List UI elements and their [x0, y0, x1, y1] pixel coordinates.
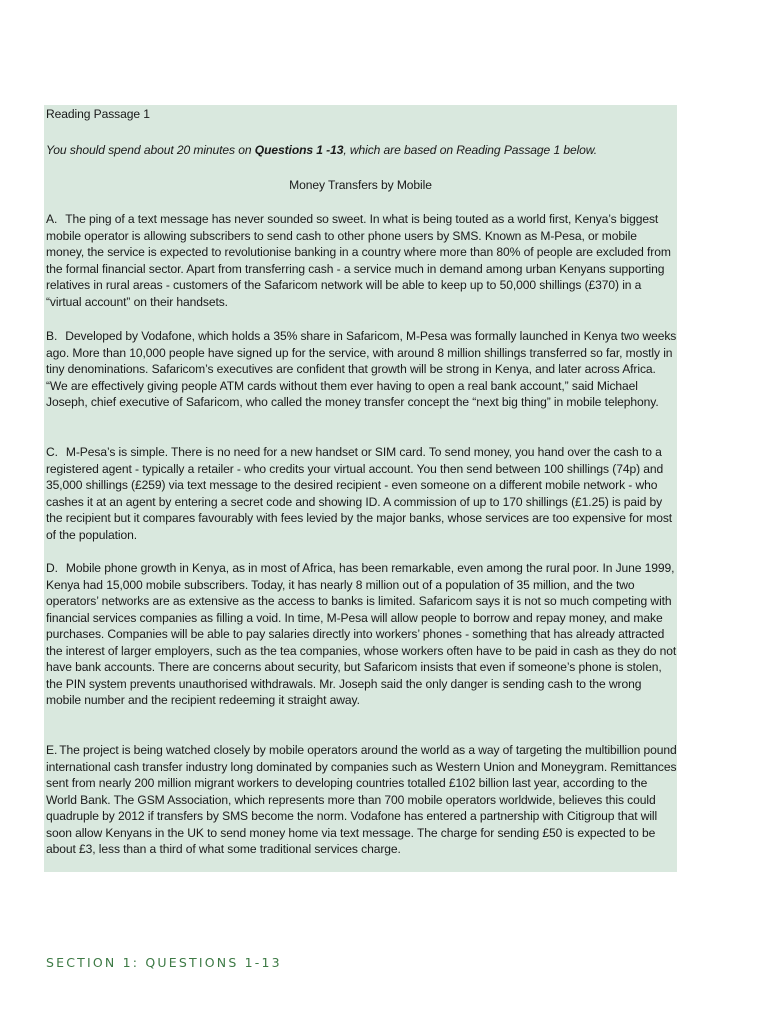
- paragraph-letter: C.: [46, 445, 58, 459]
- paragraph-text: Mobile phone growth in Kenya, as in most of Africa, has been remarkable, even among the rural poor. In June 1999, Kenya had 15,000 mobile subscribers. Today, it has nearly 8 million out of a population of 35 million, and the two operators’ networks are as extensive as the access to banks is limited. Safaricom says it is not so much competing with financial services companies as filling a void. In time, M-Pesa will allow people to borrow and repay money, and make purchases. Companies will be able to pay salaries directly into workers’ phones - something that has already attracted the interest of larger employers, such as the tea companies, whose workers often have to be paid in cash as they do not have bank accounts. There are concerns about security, but Safaricom insists that even if someone’s phone is stolen, the PIN system prevents unauthorised withdrawals. Mr. Joseph said the only danger is sending cash to the wrong mobile number and the recipient redeeming it straight away.: [46, 561, 677, 707]
- reading-passage-box: [44, 105, 677, 872]
- instruction-text-after: , which are based on Reading Passage 1 below.: [343, 143, 598, 157]
- passage-title: Money Transfers by Mobile: [289, 178, 432, 192]
- passage-heading: Reading Passage 1: [46, 107, 150, 121]
- paragraph-b: [46, 328, 678, 411]
- paragraph-letter: D.: [46, 561, 58, 575]
- paragraph-a: [46, 211, 678, 310]
- paragraph-text: The ping of a text message has never sounded so sweet. In what is being touted as a world first, Kenya’s biggest mobile operator is allowing subscribers to send cash to other phone users by SMS. Known as M-Pesa, or mobile money, the service is expected to revolutionise banking in a country where more than 80% of people are excluded from the formal financial sector. Apart from transferring cash - a service much in demand among urban Kenyans supporting relatives in rural areas - customers of the Safaricom network will be able to keep up to 50,000 shillings (£370) in a “virtual account” on their handsets.: [46, 212, 671, 309]
- instruction-text-before: You should spend about 20 minutes on: [46, 143, 255, 157]
- paragraph-letter: E.: [46, 743, 58, 757]
- paragraph-letter: A.: [46, 212, 58, 226]
- paragraph-text: M-Pesa’s is simple. There is no need for a new handset or SIM card. To send money, you hand over the cash to a registered agent - typically a retailer - who credits your virtual account. You then send between 100 shillings (74p) and 35,000 shillings (£259) via text message to the desired recipient - even someone on a different mobile network - who cashes it at an agent by entering a secret code and showing ID. A commission of up to 170 shillings (£1.25) is paid by the recipient but it compares favourably with fees levied by the major banks, whose services are too expensive for most of the population.: [46, 445, 673, 542]
- instruction-questions-range: Questions 1 -13: [254, 143, 344, 157]
- paragraph-d: [46, 560, 678, 709]
- paragraph-letter: B.: [46, 329, 58, 343]
- paragraph-text: The project is being watched closely by mobile operators around the world as a way of targeting the multibillion pound international cash transfer industry long dominated by companies such as Western Union and Moneygram. Remittances sent from nearly 200 million migrant workers to developing countries totalled £102 billion last year, according to the World Bank. The GSM Association, which represents more than 700 mobile operators worldwide, believes this could quadruple by 2012 if transfers by SMS become the norm. Vodafone has entered a partnership with Citigroup that will soon allow Kenyans in the UK to send money home via text message. The charge for sending £50 is expected to be about £3, less than a third of what some traditional services charge.: [46, 743, 677, 856]
- paragraph-e: [46, 742, 678, 858]
- passage-instruction: [46, 142, 597, 159]
- paragraph-c: [46, 444, 678, 543]
- section-footer-label: SECTION 1: QUESTIONS 1-13: [46, 955, 282, 970]
- paragraph-text: Developed by Vodafone, which holds a 35% share in Safaricom, M-Pesa was formally launched in Kenya two weeks ago. More than 10,000 people have signed up for the service, with around 8 million shillings transferred so far, mostly in tiny denominations. Safaricom’s executives are confident that growth will be strong in Kenya, and later across Africa. “We are effectively giving people ATM cards without them ever having to open a real bank account,” said Michael Joseph, chief executive of Safaricom, who called the money transfer concept the “next big thing” in mobile telephony.: [46, 329, 677, 409]
